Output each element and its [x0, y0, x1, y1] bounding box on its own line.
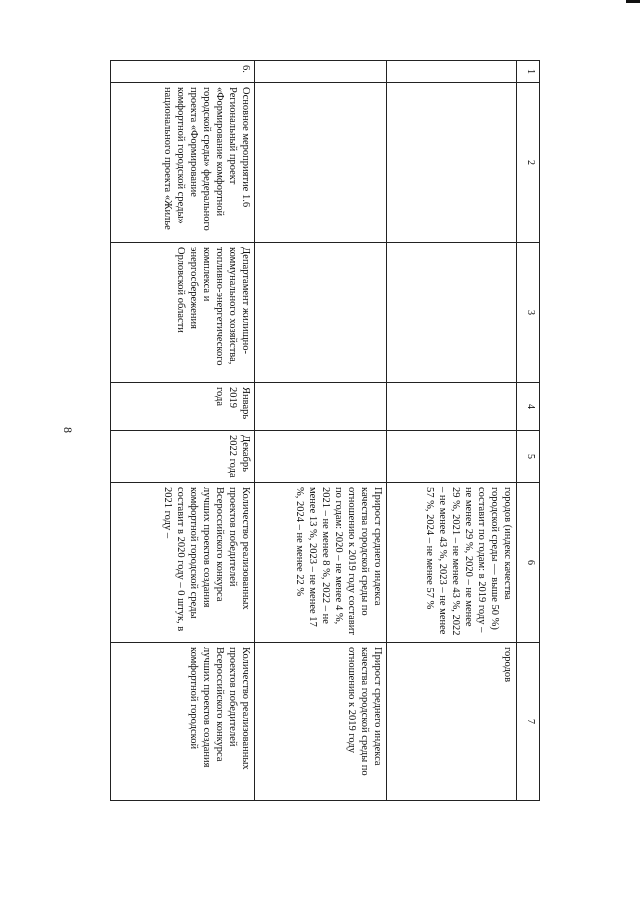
cell-executor: Департамент жилищно-коммунального хозяйства, топливно-энергетического комплекса и энергосбережения Орловской области — [111, 243, 255, 383]
column-header: 6 — [517, 483, 540, 643]
column-header: 4 — [517, 383, 540, 431]
cell-indicator: городов — [387, 643, 517, 801]
cell-measure — [387, 83, 517, 243]
table-row — [111, 61, 255, 801]
cell-result: Прирост среднего индекса качества городской среды по отношению к 2019 году составит по годам: 2020 – не менее 4 %, 2021 – не менее 8 %, 2022 – не менее 13 %, 2023 – не менее 17 %, 2024 – не менее 22 % — [255, 483, 387, 643]
table-row — [387, 61, 517, 801]
cell-end: Декабрь 2022 года — [111, 431, 255, 483]
page-number: 8 — [61, 427, 75, 433]
cell-end — [255, 431, 387, 483]
column-header: 1 — [517, 61, 540, 83]
column-header: 2 — [517, 83, 540, 243]
cell-num — [387, 61, 517, 83]
cell-start — [387, 383, 517, 431]
table-row — [255, 61, 387, 801]
cell-result: Количество реализованных проектов победителей Всероссийского конкурса лучших проектов создания комфортной городской среды составит в 2020 году – 0 штук, в 2021 году – — [111, 483, 255, 643]
rotated-table-frame — [110, 60, 540, 800]
cell-end — [387, 431, 517, 483]
cell-measure — [255, 83, 387, 243]
cell-num: 6. — [111, 61, 255, 83]
cell-result: городов (индекс качества городской среды — выше 50 %) составит по годам: в 2019 году – не менее 29 %, 2020 – не менее 29 %, 2021 – не менее 43 %, 2022 – не менее 43 %, 2023 – не менее 57 %, 2024 – не менее 57 % — [387, 483, 517, 643]
header-row — [517, 61, 540, 801]
column-header: 3 — [517, 243, 540, 383]
corner-mark — [626, 0, 640, 3]
cell-start: Январь 2019 года — [111, 383, 255, 431]
cell-start — [255, 383, 387, 431]
cell-executor — [387, 243, 517, 383]
column-header: 5 — [517, 431, 540, 483]
cell-measure: Основное мероприятие 1.6 Региональный проект «Формирование комфортной городской среды» федерального проекта «Формирование комфортной городской среды» национального проекта «Жилье — [111, 83, 255, 243]
table-container — [110, 60, 540, 800]
column-header: 7 — [517, 643, 540, 801]
measures-table — [110, 60, 540, 801]
cell-indicator: Количество реализованных проектов победителей Всероссийского конкурса лучших проектов создания комфортной городской — [111, 643, 255, 801]
cell-num — [255, 61, 387, 83]
cell-indicator: Прирост среднего индекса качества городской среды по отношению к 2019 году — [255, 643, 387, 801]
cell-executor — [255, 243, 387, 383]
